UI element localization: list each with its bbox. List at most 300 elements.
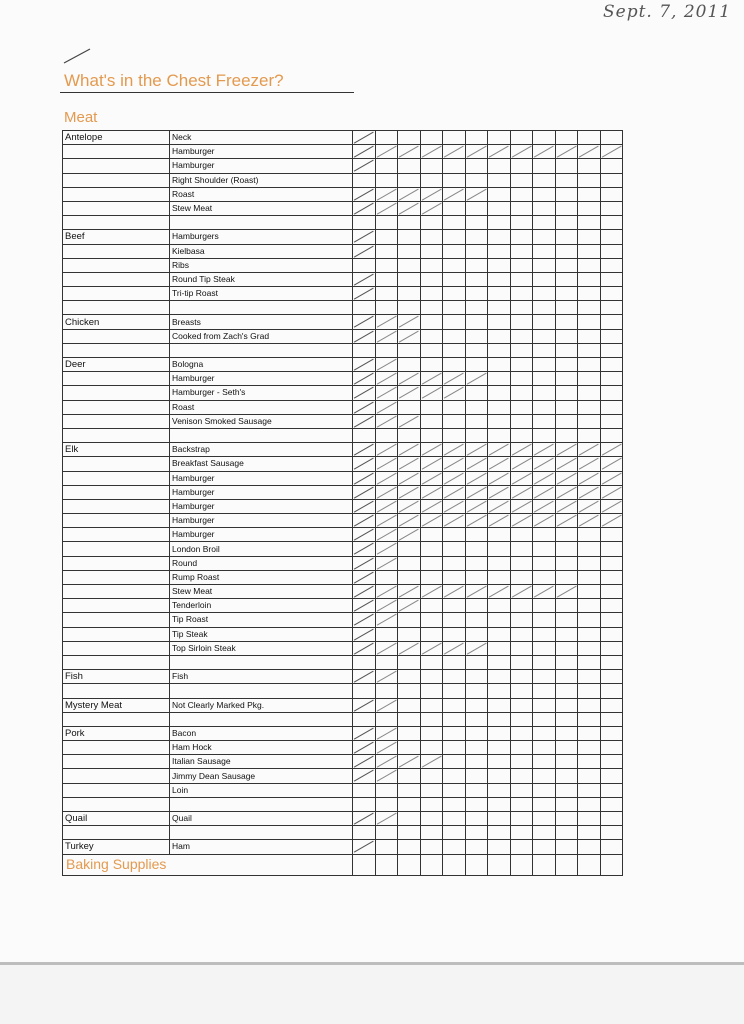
checkbox-cell[interactable] (578, 698, 601, 712)
checkbox-cell[interactable] (420, 655, 443, 669)
checkbox-cell[interactable] (465, 755, 488, 769)
checkbox-cell[interactable] (465, 599, 488, 613)
checkbox-cell[interactable] (533, 443, 556, 457)
checkbox-cell[interactable] (398, 698, 421, 712)
checkbox-cell[interactable] (465, 145, 488, 159)
checkbox-cell[interactable] (353, 457, 376, 471)
checkbox-cell[interactable] (375, 173, 398, 187)
checkbox-cell[interactable] (375, 741, 398, 755)
checkbox-cell[interactable] (353, 173, 376, 187)
checkbox-cell[interactable] (578, 499, 601, 513)
checkbox-cell[interactable] (420, 315, 443, 329)
checkbox-cell[interactable] (488, 670, 511, 684)
checkbox-cell[interactable] (600, 173, 623, 187)
checkbox-cell[interactable] (465, 741, 488, 755)
checkbox-cell[interactable] (465, 556, 488, 570)
checkbox-cell[interactable] (555, 783, 578, 797)
checkbox-cell[interactable] (420, 741, 443, 755)
checkbox-cell[interactable] (533, 741, 556, 755)
checkbox-cell[interactable] (420, 570, 443, 584)
checkbox-cell[interactable] (353, 755, 376, 769)
checkbox-cell[interactable] (510, 272, 533, 286)
checkbox-cell[interactable] (533, 386, 556, 400)
checkbox-cell[interactable] (578, 187, 601, 201)
checkbox-cell[interactable] (578, 358, 601, 372)
checkbox-cell[interactable] (510, 315, 533, 329)
checkbox-cell[interactable] (555, 315, 578, 329)
checkbox-cell[interactable] (465, 329, 488, 343)
checkbox-cell[interactable] (533, 684, 556, 698)
checkbox-cell[interactable] (533, 755, 556, 769)
checkbox-cell[interactable] (533, 272, 556, 286)
checkbox-cell[interactable] (353, 698, 376, 712)
checkbox-cell[interactable] (398, 301, 421, 315)
checkbox-cell[interactable] (600, 655, 623, 669)
checkbox-cell[interactable] (578, 244, 601, 258)
checkbox-cell[interactable] (465, 230, 488, 244)
checkbox-cell[interactable] (533, 826, 556, 840)
checkbox-cell[interactable] (533, 528, 556, 542)
checkbox-cell[interactable] (375, 655, 398, 669)
checkbox-cell[interactable] (375, 528, 398, 542)
checkbox-cell[interactable] (578, 272, 601, 286)
checkbox-cell[interactable] (555, 372, 578, 386)
checkbox-cell[interactable] (600, 329, 623, 343)
checkbox-cell[interactable] (555, 698, 578, 712)
checkbox-cell[interactable] (420, 201, 443, 215)
checkbox-cell[interactable] (555, 542, 578, 556)
checkbox-cell[interactable] (465, 358, 488, 372)
checkbox-cell[interactable] (465, 684, 488, 698)
checkbox-cell[interactable] (375, 443, 398, 457)
checkbox-cell[interactable] (555, 528, 578, 542)
checkbox-cell[interactable] (510, 698, 533, 712)
checkbox-cell[interactable] (375, 372, 398, 386)
checkbox-cell[interactable] (465, 627, 488, 641)
checkbox-cell[interactable] (533, 627, 556, 641)
checkbox-cell[interactable] (510, 457, 533, 471)
checkbox-cell[interactable] (510, 741, 533, 755)
checkbox-cell[interactable] (488, 755, 511, 769)
checkbox-cell[interactable] (510, 812, 533, 826)
checkbox-cell[interactable] (533, 514, 556, 528)
checkbox-cell[interactable] (420, 641, 443, 655)
checkbox-cell[interactable] (555, 556, 578, 570)
checkbox-cell[interactable] (488, 528, 511, 542)
checkbox-cell[interactable] (443, 840, 466, 854)
checkbox-cell[interactable] (443, 244, 466, 258)
checkbox-cell[interactable] (420, 428, 443, 442)
checkbox-cell[interactable] (533, 797, 556, 811)
checkbox-cell[interactable] (398, 414, 421, 428)
checkbox-cell[interactable] (510, 386, 533, 400)
checkbox-cell[interactable] (353, 712, 376, 726)
checkbox-cell[interactable] (398, 272, 421, 286)
checkbox-cell[interactable] (420, 812, 443, 826)
checkbox-cell[interactable] (443, 400, 466, 414)
checkbox-cell[interactable] (398, 783, 421, 797)
checkbox-cell[interactable] (533, 315, 556, 329)
checkbox-cell[interactable] (510, 613, 533, 627)
checkbox-cell[interactable] (443, 726, 466, 740)
checkbox-cell[interactable] (555, 244, 578, 258)
checkbox-cell[interactable] (375, 400, 398, 414)
checkbox-cell[interactable] (443, 216, 466, 230)
checkbox-cell[interactable] (578, 443, 601, 457)
checkbox-cell[interactable] (443, 315, 466, 329)
checkbox-cell[interactable] (533, 783, 556, 797)
checkbox-cell[interactable] (488, 145, 511, 159)
checkbox-cell[interactable] (533, 471, 556, 485)
checkbox-cell[interactable] (510, 485, 533, 499)
checkbox-cell[interactable] (600, 755, 623, 769)
checkbox-cell[interactable] (510, 301, 533, 315)
checkbox-cell[interactable] (555, 400, 578, 414)
checkbox-cell[interactable] (375, 315, 398, 329)
checkbox-cell[interactable] (465, 287, 488, 301)
checkbox-cell[interactable] (488, 173, 511, 187)
checkbox-cell[interactable] (420, 258, 443, 272)
checkbox-cell[interactable] (420, 726, 443, 740)
checkbox-cell[interactable] (465, 528, 488, 542)
checkbox-cell[interactable] (443, 570, 466, 584)
checkbox-cell[interactable] (465, 301, 488, 315)
checkbox-cell[interactable] (488, 514, 511, 528)
checkbox-cell[interactable] (398, 443, 421, 457)
checkbox-cell[interactable] (420, 145, 443, 159)
checkbox-cell[interactable] (555, 499, 578, 513)
checkbox-cell[interactable] (488, 698, 511, 712)
checkbox-cell[interactable] (533, 372, 556, 386)
checkbox-cell[interactable] (465, 244, 488, 258)
checkbox-cell[interactable] (578, 372, 601, 386)
checkbox-cell[interactable] (578, 173, 601, 187)
checkbox-cell[interactable] (420, 272, 443, 286)
checkbox-cell[interactable] (443, 684, 466, 698)
checkbox-cell[interactable] (420, 244, 443, 258)
checkbox-cell[interactable] (578, 287, 601, 301)
checkbox-cell[interactable] (488, 258, 511, 272)
checkbox-cell[interactable] (375, 159, 398, 173)
checkbox-cell[interactable] (420, 230, 443, 244)
checkbox-cell[interactable] (555, 145, 578, 159)
checkbox-cell[interactable] (578, 528, 601, 542)
checkbox-cell[interactable] (600, 244, 623, 258)
checkbox-cell[interactable] (488, 726, 511, 740)
checkbox-cell[interactable] (420, 556, 443, 570)
checkbox-cell[interactable] (488, 230, 511, 244)
checkbox-cell[interactable] (600, 485, 623, 499)
checkbox-cell[interactable] (600, 272, 623, 286)
checkbox-cell[interactable] (510, 556, 533, 570)
checkbox-cell[interactable] (533, 400, 556, 414)
checkbox-cell[interactable] (578, 343, 601, 357)
checkbox-cell[interactable] (510, 131, 533, 145)
checkbox-cell[interactable] (420, 187, 443, 201)
checkbox-cell[interactable] (465, 400, 488, 414)
checkbox-cell[interactable] (398, 627, 421, 641)
checkbox-cell[interactable] (600, 443, 623, 457)
checkbox-cell[interactable] (555, 201, 578, 215)
checkbox-cell[interactable] (600, 499, 623, 513)
checkbox-cell[interactable] (465, 428, 488, 442)
checkbox-cell[interactable] (353, 471, 376, 485)
checkbox-cell[interactable] (398, 329, 421, 343)
checkbox-cell[interactable] (420, 712, 443, 726)
checkbox-cell[interactable] (443, 499, 466, 513)
checkbox-cell[interactable] (443, 542, 466, 556)
checkbox-cell[interactable] (353, 358, 376, 372)
checkbox-cell[interactable] (600, 514, 623, 528)
checkbox-cell[interactable] (375, 414, 398, 428)
checkbox-cell[interactable] (465, 201, 488, 215)
checkbox-cell[interactable] (353, 726, 376, 740)
checkbox-cell[interactable] (375, 627, 398, 641)
checkbox-cell[interactable] (510, 329, 533, 343)
checkbox-cell[interactable] (375, 670, 398, 684)
checkbox-cell[interactable] (555, 840, 578, 854)
checkbox-cell[interactable] (510, 443, 533, 457)
checkbox-cell[interactable] (555, 343, 578, 357)
checkbox-cell[interactable] (443, 343, 466, 357)
checkbox-cell[interactable] (600, 542, 623, 556)
checkbox-cell[interactable] (443, 854, 466, 875)
checkbox-cell[interactable] (510, 627, 533, 641)
checkbox-cell[interactable] (600, 372, 623, 386)
checkbox-cell[interactable] (420, 599, 443, 613)
checkbox-cell[interactable] (555, 329, 578, 343)
checkbox-cell[interactable] (555, 585, 578, 599)
checkbox-cell[interactable] (420, 854, 443, 875)
checkbox-cell[interactable] (533, 287, 556, 301)
checkbox-cell[interactable] (420, 343, 443, 357)
checkbox-cell[interactable] (375, 585, 398, 599)
checkbox-cell[interactable] (353, 613, 376, 627)
checkbox-cell[interactable] (353, 145, 376, 159)
checkbox-cell[interactable] (443, 599, 466, 613)
checkbox-cell[interactable] (353, 258, 376, 272)
checkbox-cell[interactable] (465, 386, 488, 400)
checkbox-cell[interactable] (443, 741, 466, 755)
checkbox-cell[interactable] (533, 570, 556, 584)
checkbox-cell[interactable] (420, 783, 443, 797)
checkbox-cell[interactable] (488, 499, 511, 513)
checkbox-cell[interactable] (465, 372, 488, 386)
checkbox-cell[interactable] (578, 585, 601, 599)
checkbox-cell[interactable] (533, 812, 556, 826)
checkbox-cell[interactable] (600, 670, 623, 684)
checkbox-cell[interactable] (420, 216, 443, 230)
checkbox-cell[interactable] (375, 258, 398, 272)
checkbox-cell[interactable] (555, 726, 578, 740)
checkbox-cell[interactable] (533, 201, 556, 215)
checkbox-cell[interactable] (600, 684, 623, 698)
checkbox-cell[interactable] (375, 726, 398, 740)
checkbox-cell[interactable] (353, 301, 376, 315)
checkbox-cell[interactable] (353, 542, 376, 556)
checkbox-cell[interactable] (465, 585, 488, 599)
checkbox-cell[interactable] (600, 343, 623, 357)
checkbox-cell[interactable] (488, 443, 511, 457)
checkbox-cell[interactable] (555, 386, 578, 400)
checkbox-cell[interactable] (443, 230, 466, 244)
checkbox-cell[interactable] (398, 216, 421, 230)
checkbox-cell[interactable] (600, 585, 623, 599)
checkbox-cell[interactable] (398, 585, 421, 599)
checkbox-cell[interactable] (375, 485, 398, 499)
checkbox-cell[interactable] (420, 173, 443, 187)
checkbox-cell[interactable] (398, 840, 421, 854)
checkbox-cell[interactable] (353, 343, 376, 357)
checkbox-cell[interactable] (533, 613, 556, 627)
checkbox-cell[interactable] (488, 570, 511, 584)
checkbox-cell[interactable] (398, 485, 421, 499)
checkbox-cell[interactable] (555, 655, 578, 669)
checkbox-cell[interactable] (578, 201, 601, 215)
checkbox-cell[interactable] (600, 400, 623, 414)
checkbox-cell[interactable] (420, 797, 443, 811)
checkbox-cell[interactable] (353, 840, 376, 854)
checkbox-cell[interactable] (353, 627, 376, 641)
checkbox-cell[interactable] (375, 386, 398, 400)
checkbox-cell[interactable] (578, 726, 601, 740)
checkbox-cell[interactable] (443, 272, 466, 286)
checkbox-cell[interactable] (600, 627, 623, 641)
checkbox-cell[interactable] (353, 528, 376, 542)
checkbox-cell[interactable] (465, 726, 488, 740)
checkbox-cell[interactable] (420, 684, 443, 698)
checkbox-cell[interactable] (398, 187, 421, 201)
checkbox-cell[interactable] (375, 145, 398, 159)
checkbox-cell[interactable] (533, 343, 556, 357)
checkbox-cell[interactable] (555, 599, 578, 613)
checkbox-cell[interactable] (398, 769, 421, 783)
checkbox-cell[interactable] (353, 443, 376, 457)
checkbox-cell[interactable] (600, 613, 623, 627)
checkbox-cell[interactable] (578, 570, 601, 584)
checkbox-cell[interactable] (510, 187, 533, 201)
checkbox-cell[interactable] (465, 343, 488, 357)
checkbox-cell[interactable] (353, 272, 376, 286)
checkbox-cell[interactable] (465, 457, 488, 471)
checkbox-cell[interactable] (398, 542, 421, 556)
checkbox-cell[interactable] (465, 797, 488, 811)
checkbox-cell[interactable] (488, 187, 511, 201)
checkbox-cell[interactable] (578, 769, 601, 783)
checkbox-cell[interactable] (555, 230, 578, 244)
checkbox-cell[interactable] (398, 670, 421, 684)
checkbox-cell[interactable] (398, 145, 421, 159)
checkbox-cell[interactable] (443, 201, 466, 215)
checkbox-cell[interactable] (533, 230, 556, 244)
checkbox-cell[interactable] (353, 230, 376, 244)
checkbox-cell[interactable] (578, 684, 601, 698)
checkbox-cell[interactable] (533, 244, 556, 258)
checkbox-cell[interactable] (533, 840, 556, 854)
checkbox-cell[interactable] (533, 769, 556, 783)
checkbox-cell[interactable] (465, 826, 488, 840)
checkbox-cell[interactable] (353, 131, 376, 145)
checkbox-cell[interactable] (465, 499, 488, 513)
checkbox-cell[interactable] (555, 159, 578, 173)
checkbox-cell[interactable] (600, 187, 623, 201)
checkbox-cell[interactable] (443, 372, 466, 386)
checkbox-cell[interactable] (600, 428, 623, 442)
checkbox-cell[interactable] (398, 712, 421, 726)
checkbox-cell[interactable] (510, 655, 533, 669)
checkbox-cell[interactable] (465, 712, 488, 726)
checkbox-cell[interactable] (375, 684, 398, 698)
checkbox-cell[interactable] (510, 230, 533, 244)
checkbox-cell[interactable] (375, 854, 398, 875)
checkbox-cell[interactable] (600, 301, 623, 315)
checkbox-cell[interactable] (510, 542, 533, 556)
checkbox-cell[interactable] (398, 684, 421, 698)
checkbox-cell[interactable] (375, 613, 398, 627)
checkbox-cell[interactable] (555, 755, 578, 769)
checkbox-cell[interactable] (353, 187, 376, 201)
checkbox-cell[interactable] (465, 812, 488, 826)
checkbox-cell[interactable] (578, 258, 601, 272)
checkbox-cell[interactable] (465, 613, 488, 627)
checkbox-cell[interactable] (420, 372, 443, 386)
checkbox-cell[interactable] (398, 471, 421, 485)
checkbox-cell[interactable] (443, 755, 466, 769)
checkbox-cell[interactable] (555, 443, 578, 457)
checkbox-cell[interactable] (578, 457, 601, 471)
checkbox-cell[interactable] (375, 712, 398, 726)
checkbox-cell[interactable] (420, 698, 443, 712)
checkbox-cell[interactable] (510, 358, 533, 372)
checkbox-cell[interactable] (488, 457, 511, 471)
checkbox-cell[interactable] (488, 372, 511, 386)
checkbox-cell[interactable] (488, 244, 511, 258)
checkbox-cell[interactable] (600, 698, 623, 712)
checkbox-cell[interactable] (420, 301, 443, 315)
checkbox-cell[interactable] (465, 443, 488, 457)
checkbox-cell[interactable] (533, 556, 556, 570)
checkbox-cell[interactable] (420, 386, 443, 400)
checkbox-cell[interactable] (375, 244, 398, 258)
checkbox-cell[interactable] (465, 131, 488, 145)
checkbox-cell[interactable] (488, 131, 511, 145)
checkbox-cell[interactable] (555, 684, 578, 698)
checkbox-cell[interactable] (398, 556, 421, 570)
checkbox-cell[interactable] (398, 131, 421, 145)
checkbox-cell[interactable] (578, 414, 601, 428)
checkbox-cell[interactable] (443, 769, 466, 783)
checkbox-cell[interactable] (353, 585, 376, 599)
checkbox-cell[interactable] (555, 712, 578, 726)
checkbox-cell[interactable] (600, 145, 623, 159)
checkbox-cell[interactable] (600, 726, 623, 740)
checkbox-cell[interactable] (510, 244, 533, 258)
checkbox-cell[interactable] (420, 840, 443, 854)
checkbox-cell[interactable] (488, 684, 511, 698)
checkbox-cell[interactable] (465, 159, 488, 173)
checkbox-cell[interactable] (353, 428, 376, 442)
checkbox-cell[interactable] (443, 428, 466, 442)
checkbox-cell[interactable] (600, 769, 623, 783)
checkbox-cell[interactable] (443, 329, 466, 343)
checkbox-cell[interactable] (600, 570, 623, 584)
checkbox-cell[interactable] (443, 698, 466, 712)
checkbox-cell[interactable] (533, 329, 556, 343)
checkbox-cell[interactable] (510, 372, 533, 386)
checkbox-cell[interactable] (488, 400, 511, 414)
checkbox-cell[interactable] (578, 641, 601, 655)
checkbox-cell[interactable] (510, 712, 533, 726)
